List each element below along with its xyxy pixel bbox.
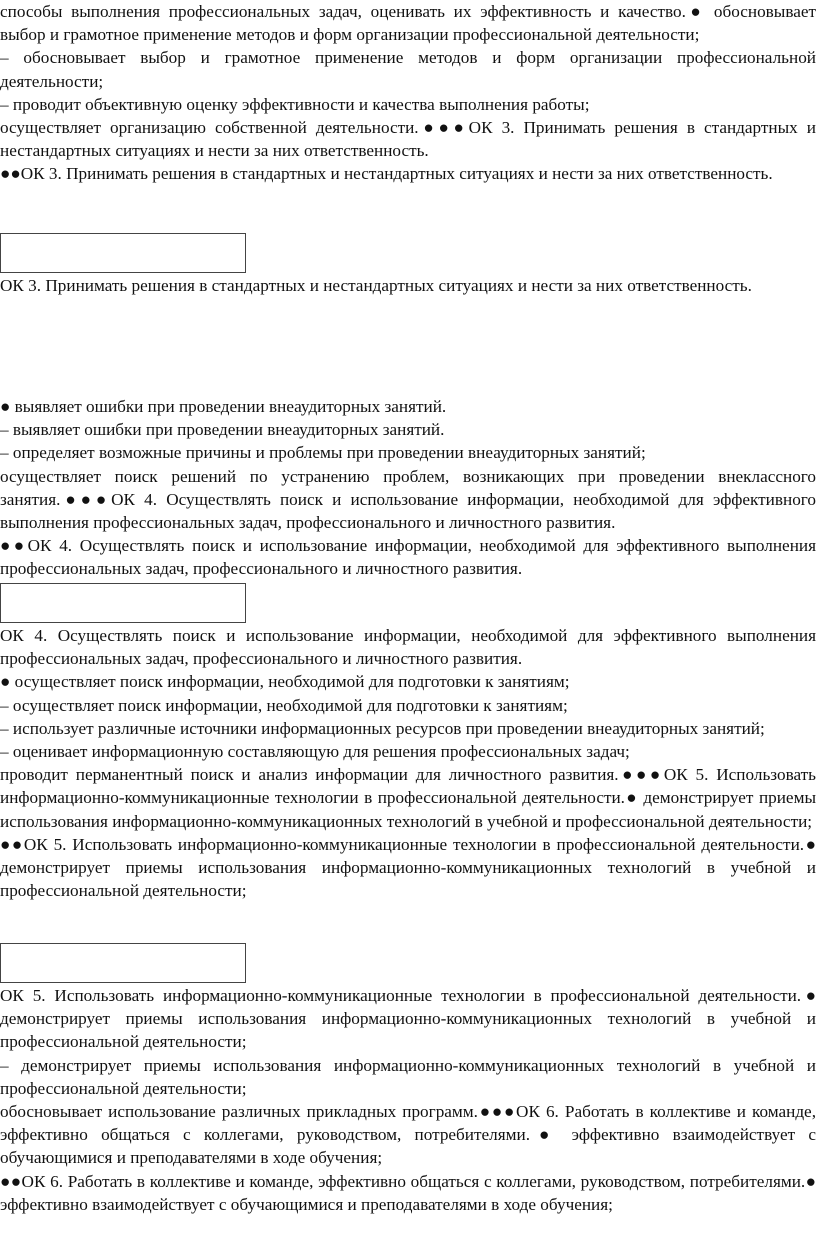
- paragraph: ● осуществляет поиск информации, необходимой для подготовки к занятиям;: [0, 672, 570, 692]
- paragraph: ОК 3. Принимать решения в стандартных и нестандартных ситуациях и нести за них ответственность.: [0, 276, 752, 295]
- paragraph: способы выполнения профессиональных задач, оценивать их эффективность и качество.● обосновывает выбор и грамотное применение методов и форм организации профессиональной деятельности;: [0, 2, 816, 45]
- paragraph: обосновывает использование различных прикладных программ.●●●ОК 6. Работать в коллективе и команде, эффективно общаться с коллегами, руководством, потребителями.● эффективно взаимодействует с обучающимися и преподавателями в ходе обучения;: [0, 1102, 816, 1168]
- paragraph: осуществляет поиск решений по устранению проблем, возникающих при проведении внеклассного занятия.●●●ОК 4. Осуществлять поиск и использование информации, необходимой для эффективного выполнения профессиональных задач, профессионального и личностного развития.: [0, 466, 816, 533]
- paragraph: – выявляет ошибки при проведении внеаудиторных занятий.: [0, 420, 445, 440]
- text-block-4: [0, 624, 816, 902]
- empty-frame: [0, 943, 246, 983]
- paragraph: ОК 4. Осуществлять поиск и использование информации, необходимой для эффективного выполнения профессиональных задач, профессионального и личностного развития.: [0, 626, 816, 669]
- paragraph: – демонстрирует приемы использования информационно-коммуникационных технологий в учебной и профессиональной деятельности;: [0, 1055, 816, 1098]
- text-block-2: [0, 274, 816, 297]
- paragraph: – использует различные источники информационных ресурсов при проведении внеаудиторных занятий;: [0, 718, 765, 738]
- paragraph: – определяет возможные причины и проблемы при проведении внеаудиторных занятий;: [0, 443, 646, 463]
- paragraph: – оценивает информационную составляющую для решения профессиональных задач;: [0, 742, 630, 762]
- paragraph: ОК 5. Использовать информационно-коммуникационные технологии в профессиональной деятельности.● демонстрирует приемы использования информационно-коммуникационных технологий в учебной и профессиональной деятельности;: [0, 986, 816, 1052]
- paragraph: – проводит объективную оценку эффективности и качества выполнения работы;: [0, 94, 590, 114]
- text-block-1: [0, 0, 816, 186]
- paragraph: ●●ОК 3. Принимать решения в стандартных и нестандартных ситуациях и нести за них ответственность.: [0, 164, 773, 184]
- text-block-3: [0, 395, 816, 581]
- paragraph: осуществляет организацию собственной деятельности.●●●ОК 3. Принимать решения в стандартных и нестандартных ситуациях и нести за них ответственность.: [0, 118, 816, 161]
- empty-frame: [0, 583, 246, 623]
- text-block-5: [0, 984, 816, 1216]
- paragraph: проводит перманентный поиск и анализ информации для личностного развития.●●●ОК 5. Использовать информационно-коммуникационные технологии в профессиональной деятельности.● демонстрирует приемы использования информационно-коммуникационных технологий в учебной и профессиональной деятельности;: [0, 765, 816, 831]
- paragraph: ● выявляет ошибки при проведении внеаудиторных занятий.: [0, 397, 447, 416]
- empty-frame: [0, 233, 246, 273]
- paragraph: ●●ОК 5. Использовать информационно-коммуникационные технологии в профессиональной деятельности.● демонстрирует приемы использования информационно-коммуникационных технологий в учебной и профессиональной деятельности;: [0, 834, 816, 901]
- paragraph: – обосновывает выбор и грамотное применение методов и форм организации профессиональной деятельности;: [0, 48, 816, 91]
- paragraph: ●●ОК 4. Осуществлять поиск и использование информации, необходимой для эффективного выполнения профессиональных задач, профессионального и личностного развития.: [0, 536, 816, 579]
- paragraph: ●●ОК 6. Работать в коллективе и команде, эффективно общаться с коллегами, руководством, потребителями.● эффективно взаимодействует с обучающимися и преподавателями в ходе обучения;: [0, 1171, 816, 1214]
- paragraph: – осуществляет поиск информации, необходимой для подготовки к занятиям;: [0, 695, 568, 715]
